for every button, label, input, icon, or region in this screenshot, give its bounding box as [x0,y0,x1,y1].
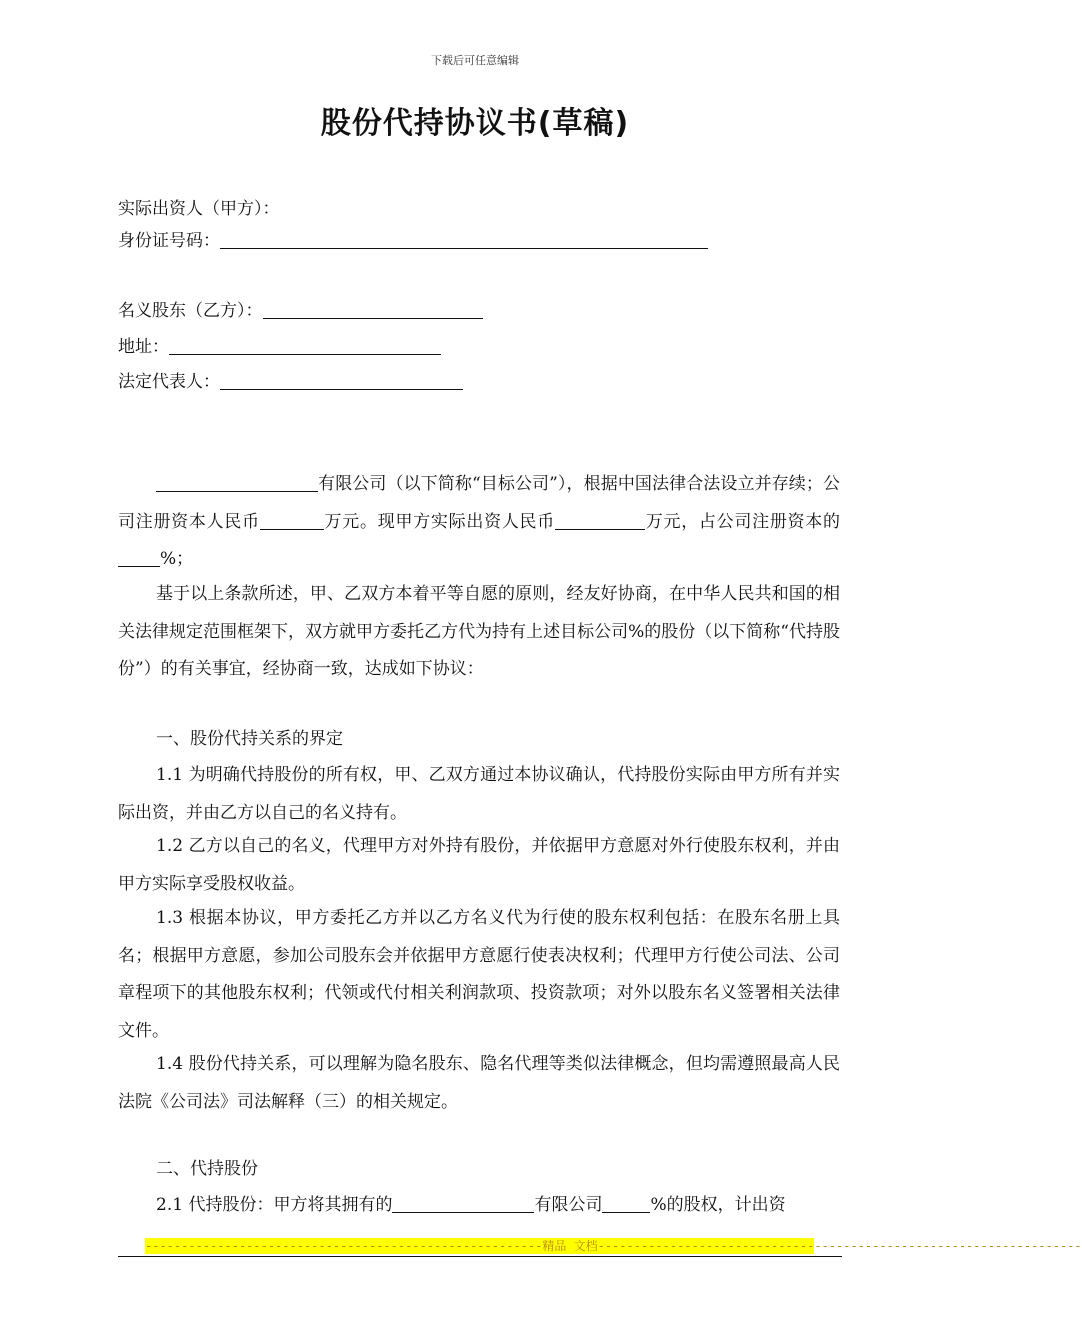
document-title: 股份代持协议书(草稿) [320,106,630,141]
investor-field [118,198,280,220]
id-number-field [118,230,708,252]
address-blank[interactable] [169,336,441,355]
address-label: 地址： [118,337,169,357]
contribution-blank[interactable] [555,511,645,530]
section-1-heading: 一、股份代持关系的界定 [156,729,343,749]
footer-rule [118,1256,842,1257]
intro-paragraph-2: 基于以上条款所述，甲、乙双方本着平等自愿的原则，经友好协商，在中华人民共和国的相关法律规定范围框架下，双方就甲方委托乙方代为持有上述目标公司%的股份（以下简称“代持股份”）的有关事宜，经协商一致，达成如下协议： [118,584,840,679]
nominee-label: 名义股东（乙方）： [118,301,263,321]
clause-2-1-c: %的股权，计出资 [650,1195,786,1215]
clause-2-1-company-blank[interactable] [392,1194,534,1213]
nominee-field [118,300,483,322]
id-number-label: 身份证号码： [118,231,220,251]
clause-1-3: 1.3 根据本协议，甲方委托乙方并以乙方名义代为行使的股东权利包括：在股东名册上具名；根据甲方意愿，参加公司股东会并依据甲方意愿行使表决权利；代理甲方行使公司法、公司章程项下的其他股东权利；代领或代付相关利润款项、投资款项；对外以股东名义签署相关法律文件。 [118,908,840,1041]
id-number-blank[interactable] [220,230,708,249]
company-name-blank[interactable] [156,473,318,492]
intro-p1-d: %； [160,549,194,569]
footer-label: 精品 文档 [542,1239,598,1253]
legal-rep-label: 法定代表人： [118,372,220,392]
header-note: 下载后可任意编辑 [431,54,519,67]
legal-rep-blank[interactable] [220,371,463,390]
nominee-blank[interactable] [263,300,483,319]
clause-1-4: 1.4 股份代持关系，可以理解为隐名股东、隐名代理等类似法律概念，但均需遵照最高人民法院《公司法》司法解释（三）的相关规定。 [118,1054,840,1112]
capital-blank[interactable] [260,511,324,530]
intro-p1-a: 有限公司（以下简称“目标公司”），根据中国法律合法设立并存续；公司注册资本人民币 [118,474,840,532]
intro-p1-c: 万元，占公司注册资本的 [645,511,841,532]
clause-2-1-percent-blank[interactable] [602,1194,650,1213]
investor-label: 实际出资人（甲方）： [118,199,280,219]
address-field [118,336,441,358]
clause-1-2: 1.2 乙方以自己的名义，代理甲方对外持有股份，并依据甲方意愿对外行使股东权利，并由甲方实际享受股权收益。 [118,836,840,894]
clause-2-1 [118,1187,840,1225]
footer-dashes-right: ------------------------------------------------------------------- [597,1239,1082,1253]
legal-rep-field [118,371,463,393]
footer-dashes-left: ------------------------------------------------------- [145,1239,543,1253]
clause-1-1: 1.1 为明确代持股份的所有权，甲、乙双方通过本协议确认，代持股份实际由甲方所有并实际出资，并由乙方以自己的名义持有。 [118,765,840,823]
intro-paragraph-1 [118,466,840,579]
clause-2-1-b: 有限公司 [534,1195,603,1215]
percent-blank[interactable] [118,548,160,567]
footer-band [145,1238,1082,1254]
clause-2-1-a: 2.1 代持股份：甲方将其拥有的 [156,1195,393,1215]
section-2-heading: 二、代持股份 [156,1159,258,1179]
intro-p1-b: 万元。现甲方实际出资人民币 [323,511,556,532]
